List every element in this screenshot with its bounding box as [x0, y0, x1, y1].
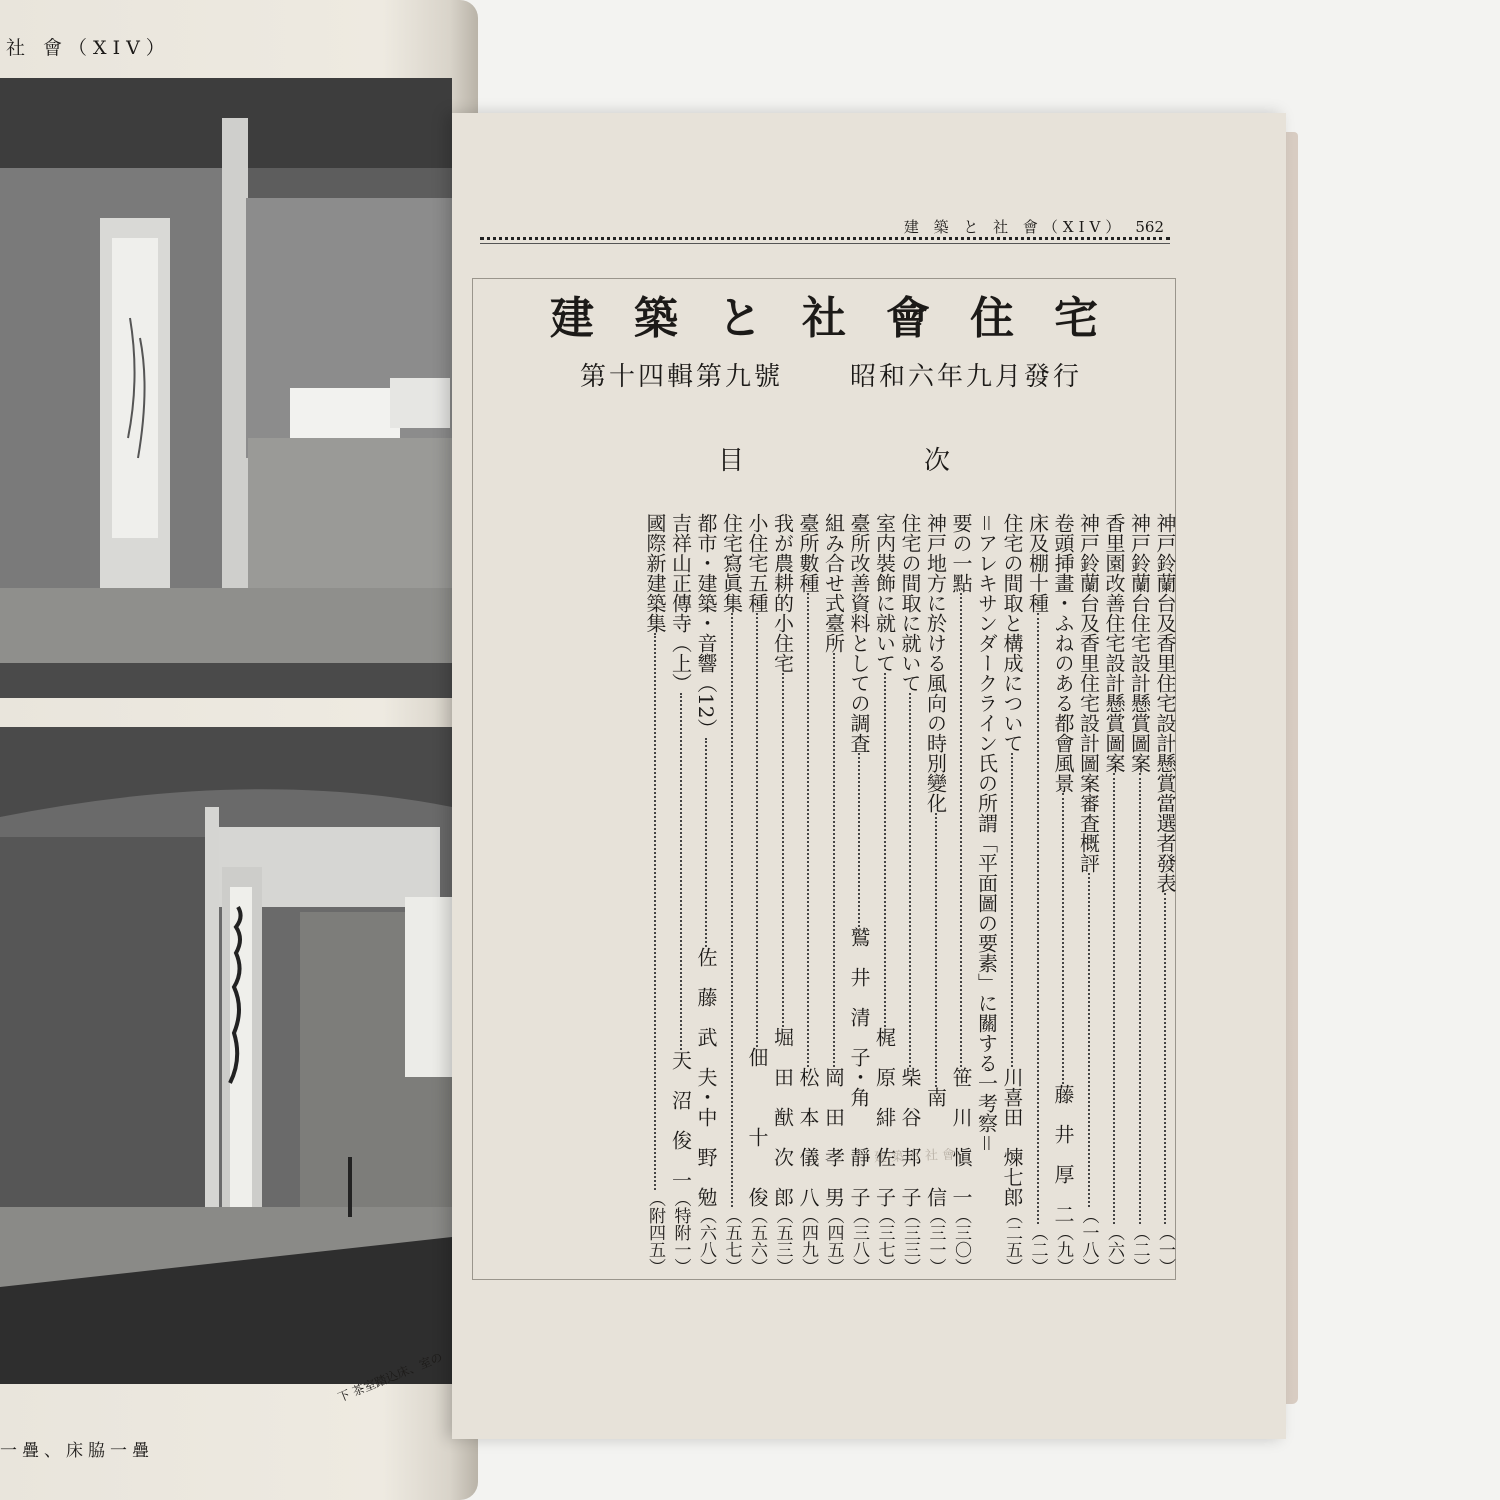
- interior-photo-bottom: [0, 727, 452, 1384]
- toc-leader-dots: [705, 738, 707, 947]
- toc-entry: [1101, 513, 1127, 1283]
- toc-entry-page: （附四五）: [645, 1190, 665, 1275]
- toc-entry: [821, 513, 847, 1283]
- toc-entry: [668, 513, 694, 1283]
- magazine-title: 建築と社會住宅: [550, 293, 1138, 344]
- toc-leader-dots: [935, 813, 937, 1087]
- toc-entry: [999, 513, 1025, 1283]
- page-number: 562: [1135, 218, 1164, 236]
- toc-entry: [744, 513, 770, 1283]
- toc-entry-title: 室内裝飾に就いて: [872, 513, 897, 673]
- toc-entry-page: （三一）: [925, 1207, 946, 1275]
- toc-entry-title: 吉祥山正傳寺（上）: [668, 513, 693, 693]
- toc-entry-page: （六）: [1104, 1224, 1124, 1275]
- toc-entry-page: （三三）: [900, 1207, 920, 1275]
- toc-entry: [1152, 513, 1178, 1283]
- toc-leader-dots: [1113, 773, 1115, 1224]
- toc-entry-page: （五六）: [747, 1207, 767, 1275]
- toc-leader-dots: [1139, 773, 1141, 1224]
- toc-entry-title: 我が農耕的小住宅: [770, 513, 795, 673]
- photo-caption: 下 茶室踏込床、室の: [335, 1349, 445, 1405]
- toc-leader-dots: [858, 753, 860, 927]
- toc-entry-author: 梶 原 緋 佐 子: [872, 1027, 897, 1207]
- toc-leader-dots: [807, 593, 809, 1067]
- toc-entry-title: 臺所改善資料としての調査: [847, 513, 871, 753]
- toc-entry-title: 床及棚十種: [1025, 513, 1050, 613]
- toc-entry-author: 堀 田 猷 次 郎: [770, 1027, 795, 1207]
- toc-entry: [974, 513, 1000, 1283]
- toc-entry-author: 松 本 儀 八: [796, 1067, 820, 1207]
- toc-entry-title: 要の一點: [949, 513, 973, 593]
- toc-leader-dots: [1088, 873, 1090, 1207]
- toc-leader-dots: [731, 613, 733, 1207]
- toc-entry: [948, 513, 974, 1283]
- toc-entry: [770, 513, 796, 1283]
- toc-entry-title: 卷頭挿畫・ふねのある都會風景: [1051, 513, 1075, 793]
- toc-leader-dots: [1011, 753, 1013, 1067]
- toc-entry-page: （特附一）: [670, 1190, 691, 1275]
- toc-entry-author: 南 信: [923, 1087, 948, 1207]
- toc-entry-author: 鷲 井 清 子・角 靜 子: [847, 927, 871, 1207]
- toc-entry-title: 臺所數種: [796, 513, 820, 593]
- toc-entry-page: （二）: [1129, 1224, 1150, 1275]
- toc-entry-title: 組み合せ式臺所: [821, 513, 846, 653]
- toc-entry-author: 佃 十 俊: [745, 1047, 769, 1207]
- toc-entry-title: 神戸鈴蘭台及香里住宅設計圖案審査概評: [1076, 513, 1101, 873]
- toc-leader-dots: [1164, 893, 1166, 1224]
- toc-entry-title: ＝アレキサンダークライン氏の所謂「平面圖の要素」に關する一考察＝: [974, 513, 999, 1153]
- toc-entry-author: 天 沼 俊 一: [668, 1050, 693, 1190]
- toc-leader-dots: [833, 653, 835, 1067]
- toc-leader-dots: [909, 693, 911, 1067]
- header-rule: [480, 237, 1170, 240]
- issue-date: 昭和六年九月發行: [850, 362, 1083, 392]
- toc-entry-author: 藤 井 厚 二: [1051, 1084, 1075, 1224]
- toc-entry-page: （三七）: [874, 1207, 895, 1275]
- toc-entry-author: 笹 川 愼 一: [949, 1067, 973, 1207]
- toc-entry: [846, 513, 872, 1283]
- toc-entry-title: 神戸鈴蘭台及香里住宅設計懸賞當選者發表: [1153, 513, 1177, 893]
- toc-entry: [897, 513, 923, 1283]
- running-head: [904, 216, 1164, 237]
- toc-entry: [642, 513, 668, 1283]
- toc-entry-author: 岡 田 孝 男: [821, 1067, 846, 1207]
- toc-entry: [923, 513, 949, 1283]
- toc-entry-title: 住宅の間取と構成について: [1000, 513, 1024, 753]
- toc-entry: [693, 513, 719, 1283]
- left-footer-caption: 一疊、床脇一疊: [0, 1441, 154, 1461]
- toc-entry-page: （二五）: [1002, 1207, 1022, 1275]
- toc-leader-dots: [884, 673, 886, 1027]
- right-page: [452, 113, 1286, 1439]
- toc-entry: [795, 513, 821, 1283]
- toc-entry-author: 佐 藤 武 夫・中 野 勉: [694, 947, 718, 1207]
- toc-entry-page: （一八）: [1078, 1207, 1099, 1275]
- toc-entry-title: 都市・建築・音響（12）: [694, 513, 718, 739]
- left-running-head: 社 會（XIV）: [6, 37, 171, 59]
- left-page: [0, 0, 478, 1500]
- toc-entry-title: 住宅寫眞集: [719, 513, 744, 613]
- toc-entry: [719, 513, 745, 1283]
- toc-entry-author: 柴 谷 邦 子: [898, 1067, 922, 1207]
- toc-heading-moku: 目: [718, 446, 745, 476]
- toc-entry-title: 神戸地方に於ける風向の時別變化: [923, 513, 948, 813]
- toc-entry-title: 香里園改善住宅設計懸賞圖案: [1102, 513, 1126, 773]
- toc-entry-page: （六八）: [696, 1207, 716, 1275]
- toc-leader-dots: [680, 693, 682, 1050]
- toc-leader-dots: [782, 673, 784, 1027]
- running-head-title: 建 築 と 社 會（XIV）: [903, 218, 1126, 236]
- toc-entry-page: （九）: [1053, 1224, 1073, 1275]
- toc-entry-author: 川喜田 煉七郎: [1000, 1067, 1024, 1207]
- toc-entry-page: （五三）: [772, 1207, 793, 1275]
- toc-entry-page: （一）: [1155, 1224, 1175, 1275]
- toc-entry-page: （二）: [1027, 1224, 1048, 1275]
- toc-leader-dots: [1062, 793, 1064, 1084]
- toc-entry: [1076, 513, 1102, 1283]
- toc-leader-dots: [960, 593, 962, 1067]
- interior-photo-top: [0, 78, 452, 698]
- faded-stamp: 建築と社會: [873, 1147, 960, 1166]
- issue-number: 第十四輯第九號: [580, 362, 784, 392]
- toc-entry: [1127, 513, 1153, 1283]
- toc-entry-page: （三八）: [849, 1207, 869, 1275]
- toc-entry-page: （四五）: [823, 1207, 844, 1275]
- toc-entry: [872, 513, 898, 1283]
- toc-entry-title: 小住宅五種: [745, 513, 769, 613]
- toc-entry-title: 神戸鈴蘭台住宅設計懸賞圖案: [1127, 513, 1152, 773]
- toc-entry: [1050, 513, 1076, 1283]
- toc-entry-page: （三〇）: [951, 1207, 971, 1275]
- toc-leader-dots: [654, 633, 656, 1190]
- toc-entry-title: 住宅の間取に就いて: [898, 513, 922, 693]
- toc-entry-page: （四九）: [798, 1207, 818, 1275]
- toc-entry-title: 國際新建築集: [643, 513, 667, 633]
- toc-leader-dots: [756, 613, 758, 1047]
- header-rule-thin: [480, 243, 1170, 244]
- toc-entry: [1025, 513, 1051, 1283]
- toc-entry-page: （五七）: [721, 1207, 742, 1275]
- toc-heading-ji: 次: [924, 446, 951, 476]
- toc-leader-dots: [1037, 613, 1039, 1224]
